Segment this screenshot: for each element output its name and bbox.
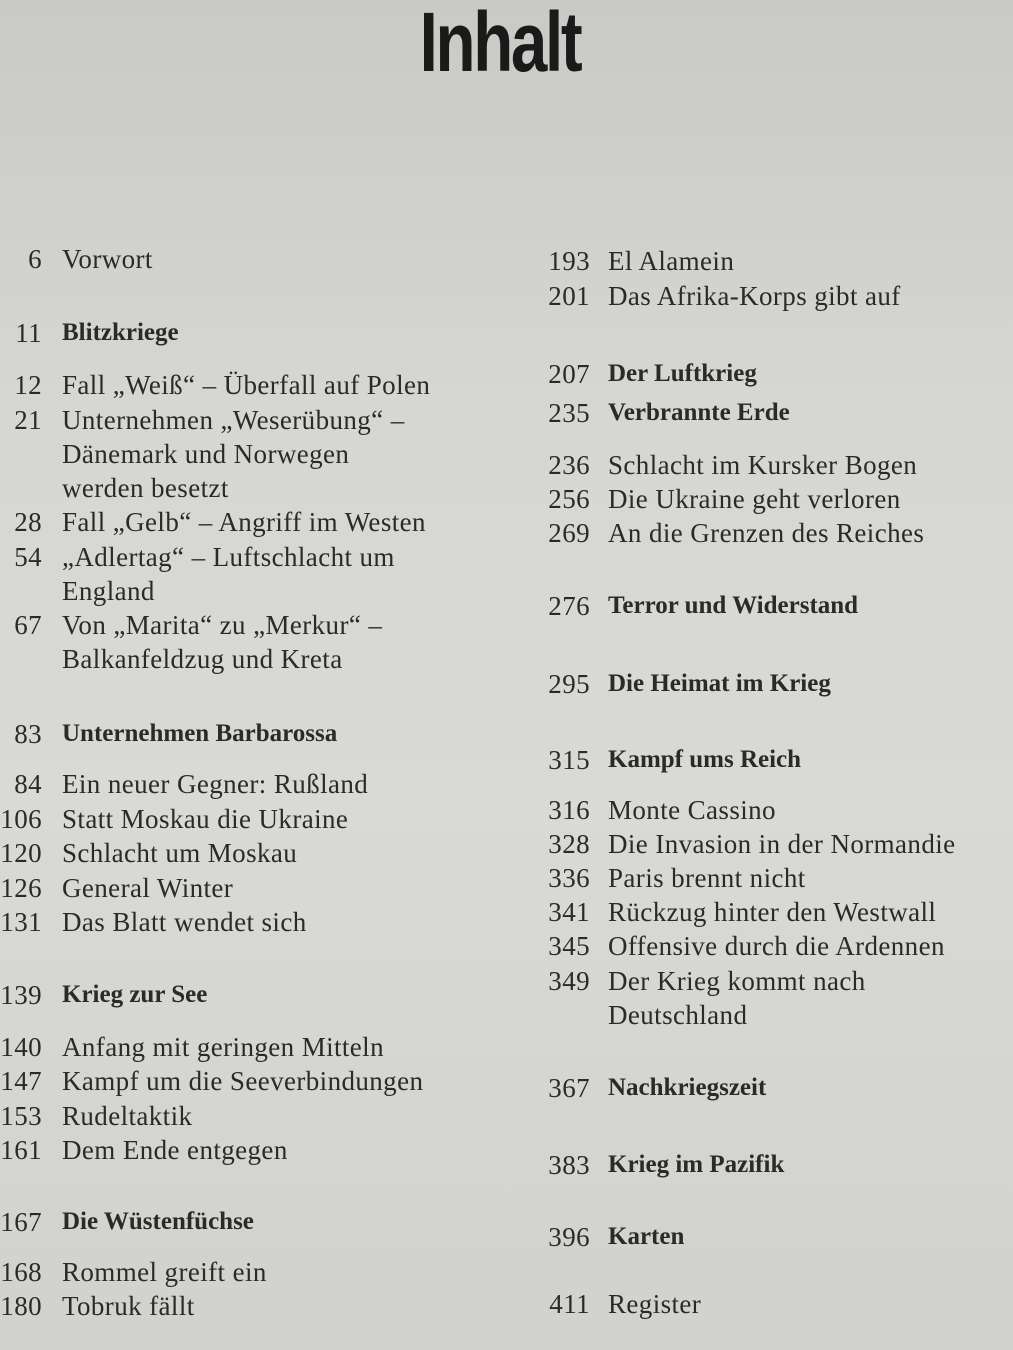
- toc-page-number: 236: [548, 450, 590, 480]
- toc-page-number: 21: [14, 405, 42, 435]
- toc-title-line: Paris brennt nicht: [608, 863, 806, 893]
- toc-chapter-title: [62, 403, 405, 505]
- toc-title-line: Fall „Weiß“ – Überfall auf Polen: [62, 370, 431, 400]
- toc-page-number: 161: [0, 1135, 42, 1165]
- toc-page-number: 126: [0, 873, 42, 903]
- toc-page-number: 83: [14, 719, 42, 749]
- toc-title-line: „Adlertag“ – Luftschlacht um: [62, 542, 395, 572]
- toc-page-number: 54: [14, 542, 42, 572]
- toc-chapter-title: [62, 1030, 384, 1064]
- toc-title-line: Kampf um die Seeverbindungen: [62, 1066, 424, 1096]
- toc-title-line: Rommel greift ein: [62, 1257, 267, 1287]
- toc-title-line: England: [62, 576, 155, 606]
- toc-page-number: 336: [548, 863, 590, 893]
- toc-chapter-title: [62, 1064, 423, 1098]
- toc-chapter-title: [608, 895, 936, 929]
- toc-title-line: Das Afrika-Korps gibt auf: [608, 281, 901, 311]
- toc-page-number: 168: [0, 1257, 42, 1287]
- toc-page-number: 12: [14, 370, 42, 400]
- toc-chapter-title: [62, 1255, 267, 1289]
- toc-chapter-title: [608, 516, 924, 550]
- toc-page-number: 345: [548, 931, 590, 961]
- toc-title-line: Nachkriegszeit: [608, 1074, 767, 1101]
- toc-chapter-title: [62, 1289, 195, 1323]
- toc-chapter-title: [608, 279, 901, 313]
- toc-title-line: Krieg zur See: [62, 981, 208, 1008]
- toc-page-number: 147: [0, 1066, 42, 1096]
- toc-section-title: [62, 978, 207, 1012]
- toc-page-number: 276: [548, 591, 590, 621]
- toc-section-title: [62, 717, 337, 751]
- toc-title-line: El Alamein: [608, 246, 735, 276]
- toc-title-line: Rudeltaktik: [62, 1101, 193, 1131]
- toc-title-line: Vorwort: [62, 244, 153, 274]
- toc-page-number: 11: [15, 318, 42, 348]
- toc-page-number: 341: [548, 897, 590, 927]
- toc-title-line: werden besetzt: [62, 473, 229, 503]
- toc-section-title: [608, 667, 831, 701]
- toc-page-number: 140: [0, 1032, 42, 1062]
- toc-section-title: [608, 396, 790, 430]
- toc-page-number: 180: [0, 1291, 42, 1321]
- toc-title-line: Die Heimat im Krieg: [608, 670, 831, 697]
- toc-chapter-title: [608, 244, 734, 278]
- toc-page-number: 383: [548, 1150, 590, 1180]
- toc-chapter-title: [62, 1133, 288, 1167]
- toc-page-number: 120: [0, 838, 42, 868]
- toc-title-line: Tobruk fällt: [62, 1291, 195, 1321]
- toc-chapter-title: [62, 1099, 192, 1133]
- toc-title-line: Dänemark und Norwegen: [62, 439, 350, 469]
- toc-title-line: Der Luftkrieg: [608, 360, 757, 387]
- toc-page-number: 411: [549, 1289, 590, 1319]
- toc-title-line: Krieg im Pazifik: [608, 1151, 785, 1178]
- toc-title-line: Verbrannte Erde: [608, 399, 790, 426]
- toc-title-line: Blitzkriege: [62, 319, 179, 346]
- toc-section-title: [608, 1071, 766, 1105]
- toc-title-line: Das Blatt wendet sich: [62, 907, 307, 937]
- toc-chapter-title: [608, 861, 806, 895]
- toc-title-line: Schlacht im Kursker Bogen: [608, 450, 918, 480]
- toc-chapter-title: [62, 505, 426, 539]
- toc-section-title: [608, 743, 801, 777]
- toc-chapter-title: [62, 608, 382, 676]
- toc-title-line: Der Krieg kommt nach: [608, 966, 866, 996]
- toc-title-line: Karten: [608, 1223, 685, 1250]
- toc-chapter-title: [62, 368, 430, 402]
- toc-title-line: Dem Ende entgegen: [62, 1135, 288, 1165]
- toc-chapter-title: [62, 871, 233, 905]
- toc-page-number: 367: [548, 1073, 590, 1103]
- toc-title-line: Statt Moskau die Ukraine: [62, 804, 349, 834]
- toc-title-line: Fall „Gelb“ – Angriff im Westen: [62, 507, 426, 537]
- toc-page-number: 349: [548, 966, 590, 996]
- toc-title-line: Deutschland: [608, 1000, 748, 1030]
- toc-chapter-title: [608, 1287, 701, 1321]
- toc-chapter-title: [62, 242, 153, 276]
- toc-chapter-title: [608, 929, 945, 963]
- toc-title-line: Register: [608, 1289, 702, 1319]
- toc-chapter-title: [608, 827, 956, 861]
- toc-page-number: 201: [548, 281, 590, 311]
- toc-title-line: Offensive durch die Ardennen: [608, 931, 945, 961]
- page-title: Inhalt: [419, 0, 581, 89]
- toc-title-line: Unternehmen Barbarossa: [62, 720, 338, 747]
- toc-page-number: 396: [548, 1222, 590, 1252]
- toc-chapter-title: [62, 540, 395, 608]
- toc-section-title: [62, 1205, 254, 1239]
- toc-page-number: 167: [0, 1207, 42, 1237]
- toc-chapter-title: [62, 802, 348, 836]
- toc-title-line: Terror und Widerstand: [608, 592, 859, 619]
- toc-page-number: 84: [14, 769, 42, 799]
- toc-page-number: 131: [0, 907, 42, 937]
- toc-title-line: Von „Marita“ zu „Merkur“ –: [62, 610, 383, 640]
- toc-chapter-title: [62, 836, 297, 870]
- toc-title-line: Die Wüstenfüchse: [62, 1208, 254, 1235]
- toc-section-title: [62, 316, 179, 350]
- toc-section-title: [608, 589, 858, 623]
- toc-page-number: 6: [28, 244, 42, 274]
- toc-chapter-title: [608, 448, 917, 482]
- toc-title-line: Die Ukraine geht verloren: [608, 484, 901, 514]
- toc-page-number: 295: [548, 669, 590, 699]
- toc-title-line: Kampf ums Reich: [608, 746, 802, 773]
- toc-title-line: An die Grenzen des Reiches: [608, 518, 925, 548]
- toc-title-line: Schlacht um Moskau: [62, 838, 298, 868]
- toc-section-title: [608, 1220, 684, 1254]
- toc-title-line: Balkanfeldzug und Kreta: [62, 644, 343, 674]
- toc-page-number: 256: [548, 484, 590, 514]
- toc-chapter-title: [62, 905, 307, 939]
- toc-title-line: General Winter: [62, 873, 234, 903]
- toc-title-line: Unternehmen „Weserübung“ –: [62, 405, 405, 435]
- toc-page-number: 153: [0, 1101, 42, 1131]
- toc-page-number: 269: [548, 518, 590, 548]
- toc-page-number: 106: [0, 804, 42, 834]
- toc-title-line: Die Invasion in der Normandie: [608, 829, 956, 859]
- toc-title-line: Monte Cassino: [608, 795, 776, 825]
- toc-title-line: Anfang mit geringen Mitteln: [62, 1032, 384, 1062]
- toc-title-line: Rückzug hinter den Westwall: [608, 897, 937, 927]
- toc-chapter-title: [62, 767, 368, 801]
- toc-page-number: 316: [548, 795, 590, 825]
- toc-page-number: 193: [548, 246, 590, 276]
- toc-title-line: Ein neuer Gegner: Rußland: [62, 769, 369, 799]
- toc-page-number: 67: [14, 610, 42, 640]
- toc-page-number: 139: [0, 980, 42, 1010]
- toc-chapter-title: [608, 964, 866, 1032]
- toc-chapter-title: [608, 793, 776, 827]
- toc-page-number: 207: [548, 359, 590, 389]
- toc-section-title: [608, 1148, 784, 1182]
- toc-page-number: 328: [548, 829, 590, 859]
- toc-page-number: 28: [14, 507, 42, 537]
- toc-page-number: 235: [548, 398, 590, 428]
- toc-page-number: 315: [548, 745, 590, 775]
- toc-chapter-title: [608, 482, 901, 516]
- toc-section-title: [608, 357, 757, 391]
